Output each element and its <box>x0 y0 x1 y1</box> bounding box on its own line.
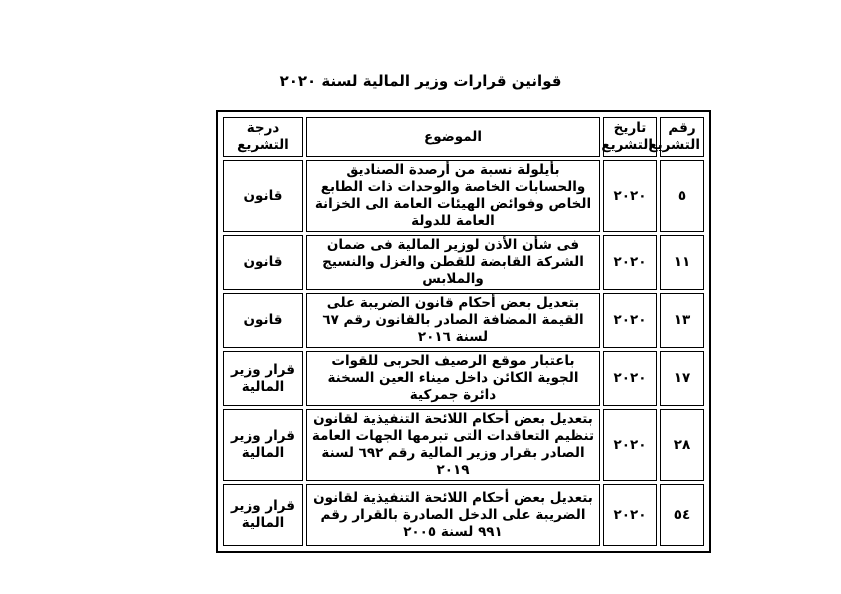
cell-number: ٥ <box>660 160 704 232</box>
cell-subject: بتعديل بعض أحكام اللائحة التنفيذية لقانون الضريبة على الدخل الصادرة بالقرار رقم ٩٩١ لسنة ٢٠٠٥ <box>306 484 600 546</box>
table-row <box>223 160 704 232</box>
table-row <box>223 293 704 348</box>
cell-subject: بتعديل بعض أحكام اللائحة التنفيذية لقانون تنظيم التعاقدات التى تبرمها الجهات العامة الصادر بقرار وزير المالية رقم ٦٩٢ لسنة ٢٠١٩ <box>306 409 600 481</box>
cell-date: ٢٠٢٠ <box>603 409 657 481</box>
cell-degree: قانون <box>223 160 303 232</box>
cell-number: ١٧ <box>660 351 704 406</box>
document-title: قوانين قرارات وزير المالية لسنة ٢٠٢٠ <box>279 72 562 90</box>
table-row <box>223 351 704 406</box>
cell-subject: بتعديل بعض أحكام قانون الضريبة على القيمة المضافة الصادر بالقانون رقم ٦٧ لسنة ٢٠١٦ <box>306 293 600 348</box>
cell-date: ٢٠٢٠ <box>603 484 657 546</box>
table-header-row <box>223 117 704 157</box>
cell-degree: قرار وزير المالية <box>223 351 303 406</box>
laws-table <box>220 114 707 549</box>
cell-degree: قانون <box>223 293 303 348</box>
cell-number: ١١ <box>660 235 704 290</box>
cell-number: ٥٤ <box>660 484 704 546</box>
cell-subject: بأيلولة نسبة من أرصدة الصناديق والحسابات الخاصة والوحدات ذات الطابع الخاص وفوائض الهيئات العامة الى الخزانة العامة للدولة <box>306 160 600 232</box>
cell-subject: باعتبار موقع الرصيف الحربى للقوات الجوية الكائن داخل ميناء العين السخنة دائرة جمركية <box>306 351 600 406</box>
table-row <box>223 235 704 290</box>
cell-degree: قانون <box>223 235 303 290</box>
header-number: رقم التشريع <box>660 117 704 157</box>
table-row <box>223 484 704 546</box>
cell-date: ٢٠٢٠ <box>603 160 657 232</box>
header-subject: الموضوع <box>306 117 600 157</box>
cell-date: ٢٠٢٠ <box>603 293 657 348</box>
cell-number: ١٣ <box>660 293 704 348</box>
table-row <box>223 409 704 481</box>
header-date: تاريخ التشريع <box>603 117 657 157</box>
header-degree: درجة التشريع <box>223 117 303 157</box>
cell-date: ٢٠٢٠ <box>603 351 657 406</box>
cell-number: ٢٨ <box>660 409 704 481</box>
cell-date: ٢٠٢٠ <box>603 235 657 290</box>
cell-degree: قرار وزير المالية <box>223 409 303 481</box>
cell-subject: فى شأن الأذن لوزير المالية فى ضمان الشركة القابضة للقطن والغزل والنسيج والملابس <box>306 235 600 290</box>
laws-table-frame <box>216 110 711 553</box>
cell-degree: قرار وزير المالية <box>223 484 303 546</box>
